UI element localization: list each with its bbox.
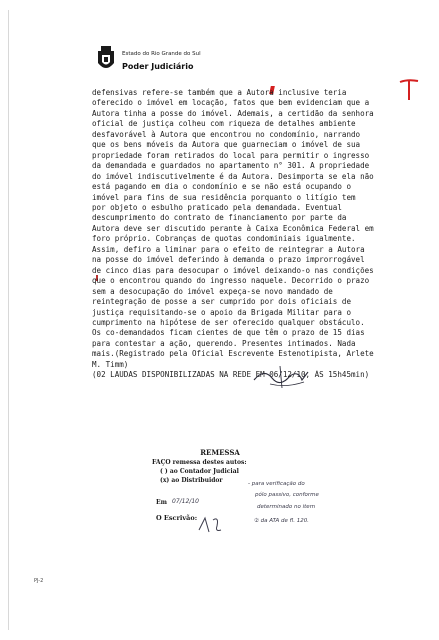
text-line: na posse do imóvel deferindo à demanda o prazo improrrogável xyxy=(92,255,365,265)
text-line: sem a desocupação do imóvel expeça-se novo mandado de xyxy=(92,286,333,296)
text-line: Autora tinha a posse do imóvel. Ademais, a certidão da senhora xyxy=(92,108,374,118)
handwritten-date: 07/12/10 xyxy=(172,498,199,505)
decision-text xyxy=(92,88,422,381)
state-crest-icon xyxy=(95,45,117,75)
text-line: do imóvel indiscutivelmente é da Autora. Desimporta se ela não xyxy=(92,171,374,181)
text-line: descumprimento do contrato de financiamento por parte da xyxy=(92,213,347,223)
letterhead xyxy=(95,45,295,81)
state-name: Estado do Rio Grande do Sul xyxy=(122,51,201,57)
text-line: Autora deve ser discutido perante à Caixa Econômica Federal em xyxy=(92,223,374,233)
text-line: defensivas refere-se também que a Autora inclusive teria xyxy=(92,88,347,97)
text-line: que os bens móveis da Autora que guarneciam o imóvel de sua xyxy=(92,140,361,150)
text-line: oficial de justiça colheu com riqueza de detalhes ambiente xyxy=(92,119,356,129)
form-code: PJ-2 xyxy=(34,578,44,584)
handwritten-note-3: determinado no item xyxy=(257,504,316,510)
text-line: propriedade foram retirados do local para permitir o ingresso xyxy=(92,150,370,160)
handwritten-note-1: - para verificação do xyxy=(248,481,305,487)
text-line: imóvel para fins de sua residência porquanto o litígio tem xyxy=(92,192,356,202)
organization-name: Poder Judiciário xyxy=(122,62,194,71)
remessa-subtitle: FAÇO remessa destes autos: xyxy=(152,459,247,466)
text-line: mais.(Registrado pela Oficial Escrevente Estenotipista, Arlete xyxy=(92,349,374,359)
text-line: (02 LAUDAS DISPONIBILIZADAS NA REDE EM 06/12/10, ÀS 15h45min) xyxy=(92,370,370,380)
judge-signature-stamp xyxy=(250,362,346,392)
handwritten-note-2: pólo passivo, conforme xyxy=(255,492,319,498)
text-line: justiça requisitando-se o apoio da Brigada Militar para o xyxy=(92,307,351,317)
text-line: Os co-demandados ficam cientes de que têm o prazo de 15 dias xyxy=(92,328,365,338)
remessa-title: REMESSA xyxy=(200,448,240,457)
text-line: Assim, defiro a liminar para o efeito de reintegrar a Autora xyxy=(92,244,365,254)
text-line: de cinco dias para desocupar o imóvel deixando-o nas condições xyxy=(92,265,374,275)
text-line: que o encontrou quando do ingresso naquele. Decorrido o prazo xyxy=(92,276,370,286)
remessa-option-distribuidor: (x) ao Distribuidor xyxy=(160,477,223,484)
page-edge xyxy=(8,10,9,630)
remessa-date-label: Em xyxy=(156,499,167,506)
text-line: por objeto o esbulho praticado pela demandada. Eventual xyxy=(92,202,342,212)
text-line: reintegração de posse a ser cumprido por dois oficiais de xyxy=(92,297,351,307)
text-line: desfavorável à Autora que encontrou no condomínio, narrando xyxy=(92,129,361,139)
text-line: da demandada e guardados no apartamento n° 301. A propriedade xyxy=(92,161,370,171)
text-line: está pagando em dia o condomínio e se não está ocupando o xyxy=(92,182,351,192)
text-line: cumprimento na hipótese de ser oferecido qualquer obstáculo. xyxy=(92,317,365,327)
remessa-option-contador: ( ) ao Contador Judicial xyxy=(160,468,239,475)
text-line: para contestar a ação, querendo. Presentes intimados. Nada xyxy=(92,338,356,348)
handwritten-note-4: ② da ATA de fl. 120. xyxy=(254,518,309,524)
text-line: M. Timm) xyxy=(92,359,129,369)
text-line: foro próprio. Cobranças de quotas condominiais igualmente. xyxy=(92,234,356,244)
clerk-signature xyxy=(195,510,237,540)
remessa-escrivao-label: O Escrivão: xyxy=(156,514,198,522)
text-line: oferecido o imóvel em locação, fatos que bem evidenciam que a xyxy=(92,98,370,108)
